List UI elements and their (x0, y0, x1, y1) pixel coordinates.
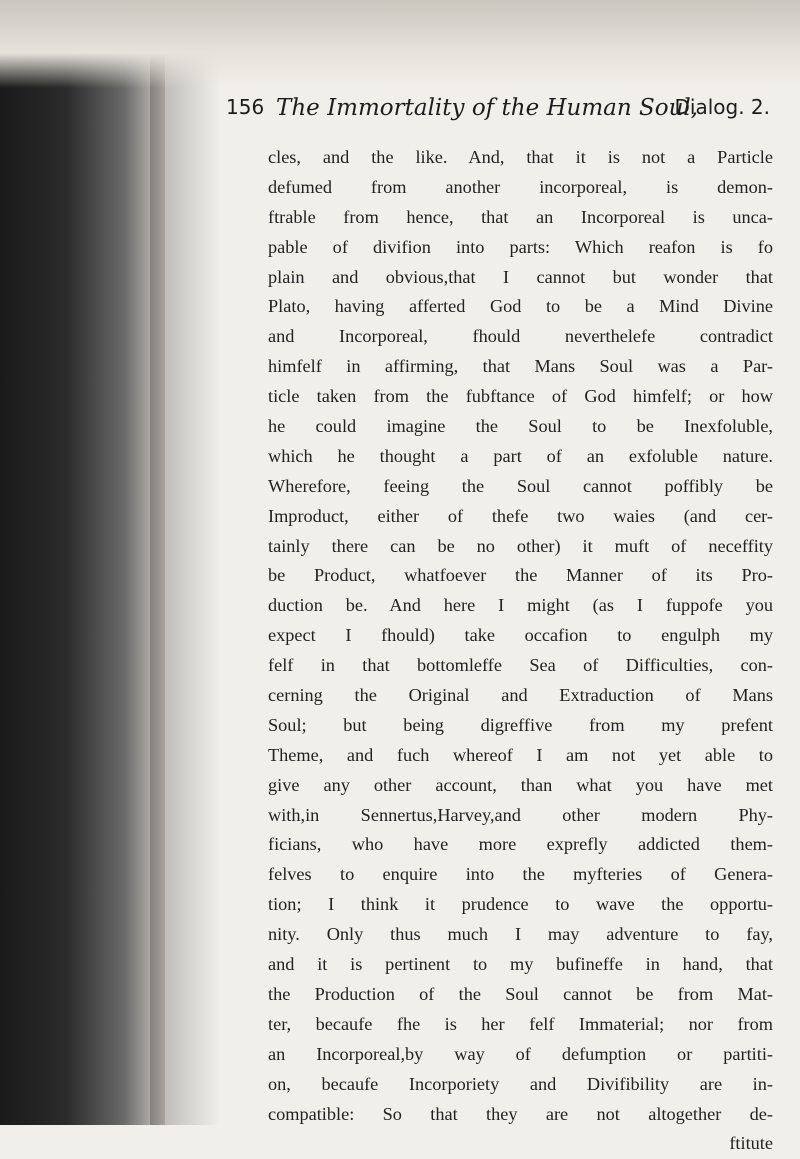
text-line: be Product, whatfoever the Manner of its Pro- (268, 565, 773, 586)
running-head (200, 95, 790, 135)
text-line: duction be. And here I might (as I fuppofe you (268, 595, 773, 616)
text-line: with,in Sennertus,Harvey,and other modern Phy- (268, 804, 773, 825)
text-line: plain and obvious,that I cannot but wonder that (268, 266, 773, 287)
text-line: give any other account, than what you have met (268, 774, 773, 795)
text-line: felf in that bottomleffe Sea of Difficulties, con- (268, 655, 773, 676)
book-page (200, 95, 790, 1154)
text-line: felves to enquire into the myfteries of Genera- (268, 864, 773, 885)
text-line: expect I fhould) take occafion to engulph my (268, 625, 773, 646)
page-number: 156 (226, 95, 265, 119)
running-title: The Immortality of the Human Soul, (276, 95, 699, 121)
text-line: cerning the Original and Extraduction of Mans (268, 685, 773, 706)
text-line: defumed from another incorporeal, is demon- (268, 176, 773, 197)
text-line: an Incorporeal,by way of defumption or partiti- (268, 1043, 773, 1064)
page-top-edge (0, 0, 800, 88)
body-text (268, 143, 773, 1159)
text-line: on, becaufe Incorporiety and Divifibility are in- (268, 1073, 773, 1094)
text-line: ticle taken from the fubftance of God himfelf; or how (268, 386, 773, 407)
text-line: tainly there can be no other) it muft of neceffity (268, 535, 773, 556)
text-line: tion; I think it prudence to wave the opportu- (268, 894, 773, 915)
text-line: Theme, and fuch whereof I am not yet able to (268, 744, 773, 765)
text-line: Soul; but being digreffive from my prefent (268, 714, 773, 735)
text-line: and it is pertinent to my bufineffe in hand, that (268, 954, 773, 975)
text-line: and Incorporeal, fhould neverthelefe contradict (268, 326, 773, 347)
text-line: ter, becaufe fhe is her felf Immaterial; nor from (268, 1013, 773, 1034)
text-line: he could imagine the Soul to be Inexfoluble, (268, 416, 773, 437)
text-line: ficians, who have more exprefly addicted them- (268, 834, 773, 855)
text-line: Wherefore, feeing the Soul cannot poffibly be (268, 475, 773, 496)
text-line: Plato, having afferted God to be a Mind Divine (268, 296, 773, 317)
text-line: himfelf in affirming, that Mans Soul was a Par- (268, 356, 773, 377)
text-line: cles, and the like. And, that it is not a Particle (268, 147, 773, 167)
text-line: nity. Only thus much I may adventure to fay, (268, 924, 773, 945)
text-line: Improduct, either of thefe two waies (and cer- (268, 505, 773, 526)
text-line: compatible: So that they are not altogether de- (268, 1103, 773, 1124)
text-line: ftrable from hence, that an Incorporeal is unca- (268, 206, 773, 227)
book-gutter-shadow (0, 0, 165, 1125)
text-line: ftitute (729, 1133, 773, 1154)
dialog-label: Dialog. 2. (674, 95, 770, 119)
text-line: the Production of the Soul cannot be from Mat- (268, 983, 773, 1004)
text-line: which he thought a part of an exfoluble nature. (268, 445, 773, 466)
text-line: pable of divifion into parts: Which reafon is fo (268, 236, 773, 257)
